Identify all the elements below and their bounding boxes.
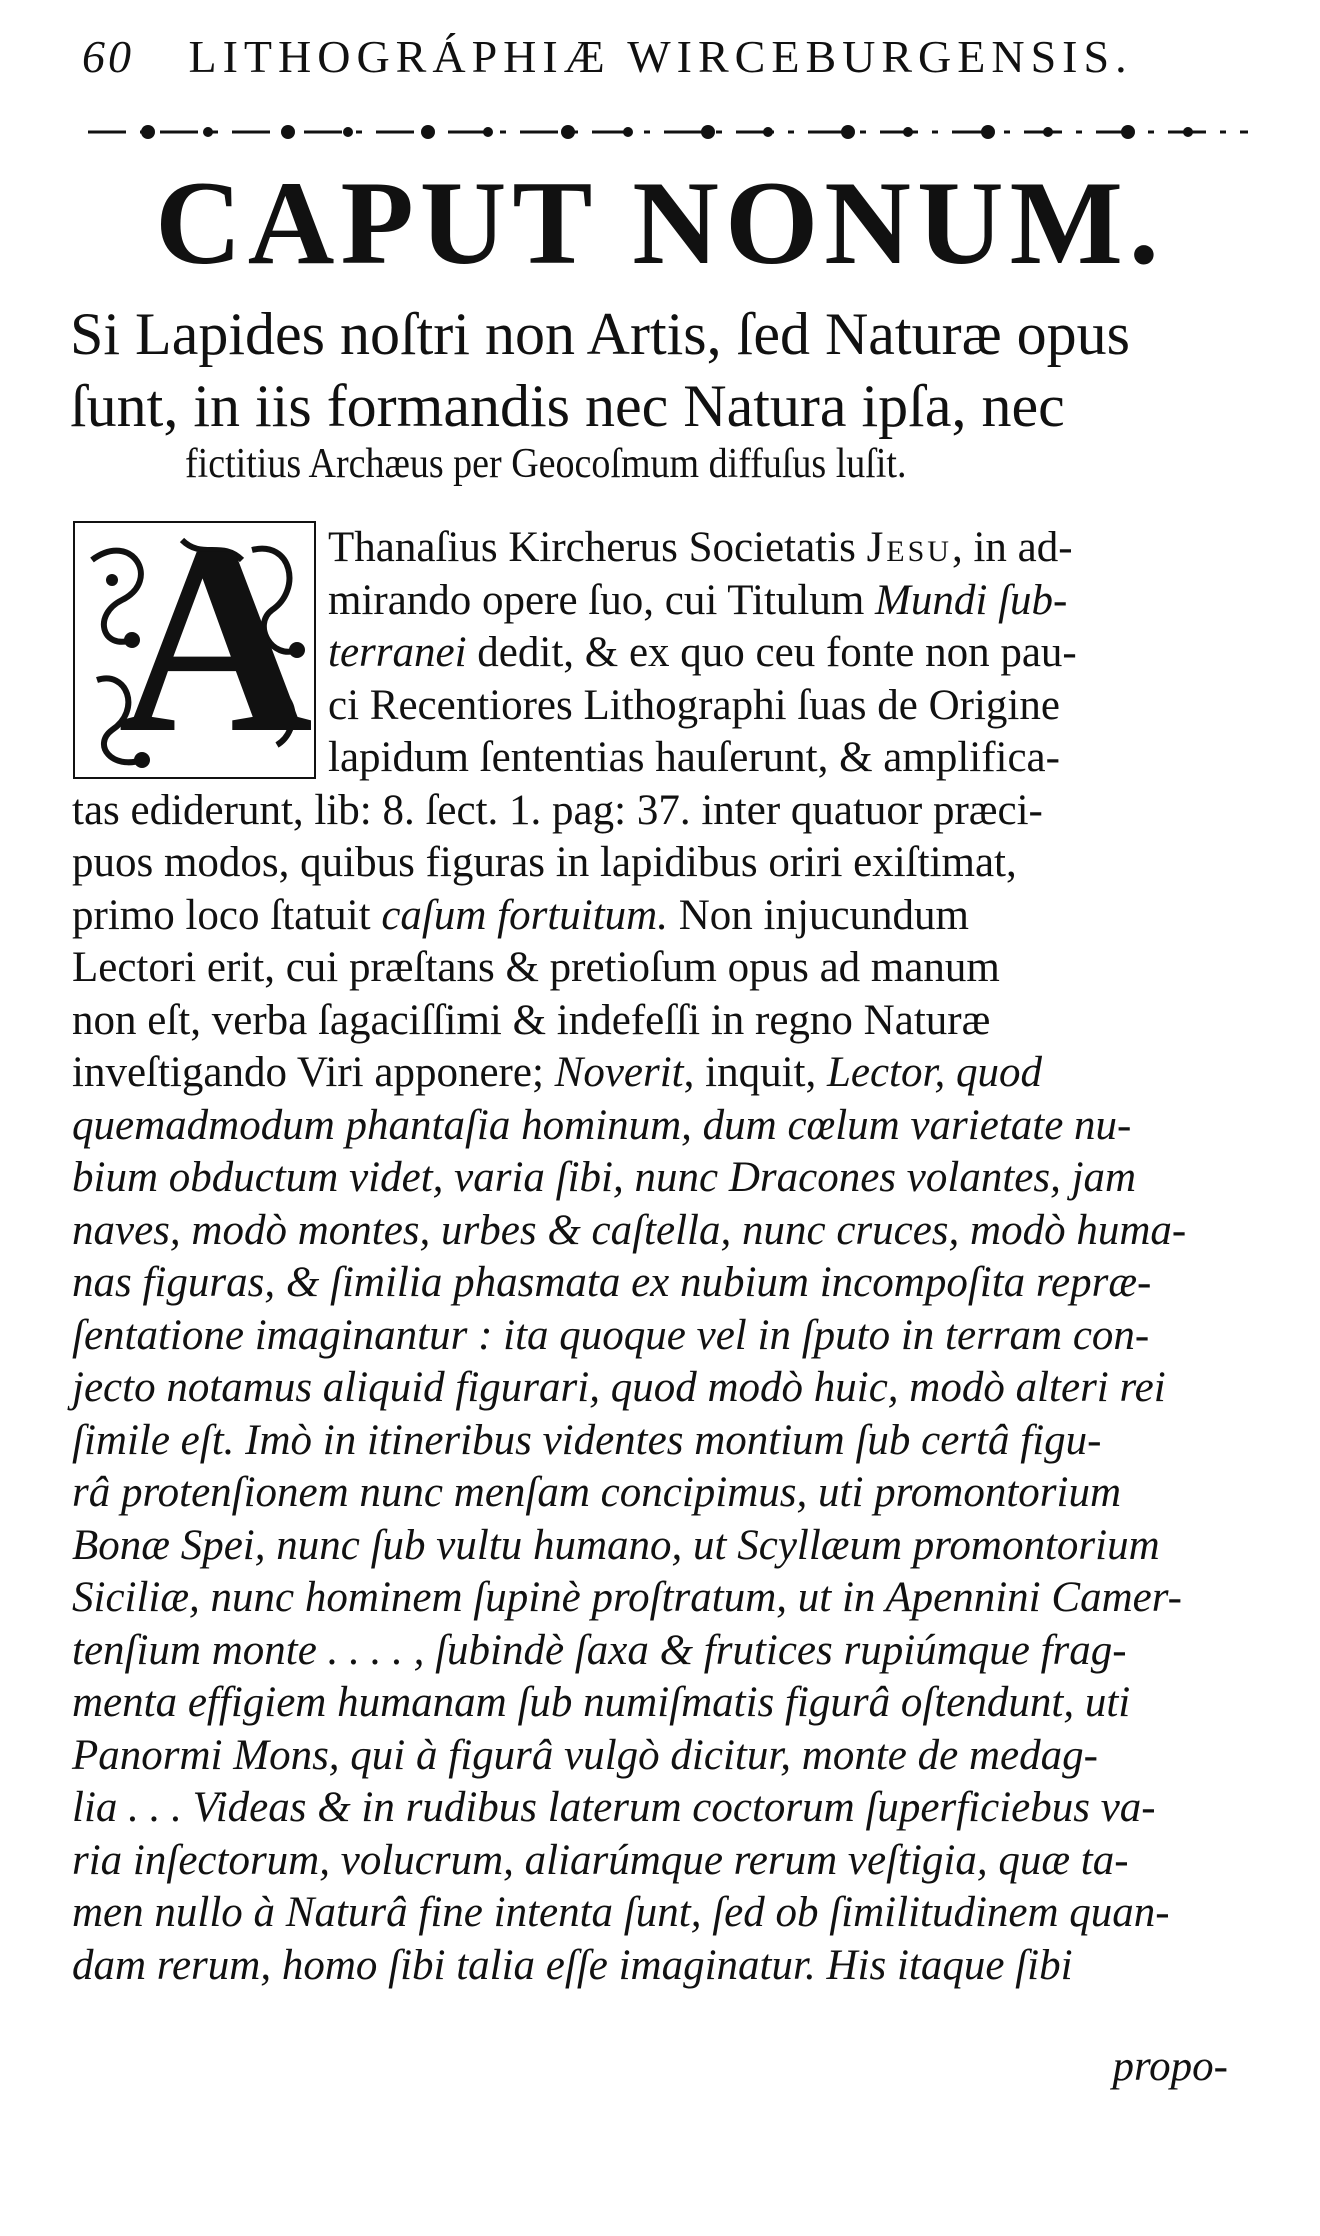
text-run: ria inſectorum, volucrum, aliarúmque rerum veſtigia, quæ ta- bbox=[72, 1836, 1129, 1884]
text-run: jecto notamus aliquid figurari, quod modò huic, modò alteri rei bbox=[72, 1364, 1166, 1411]
text-run: men nullo à Naturâ fine intenta ſunt, ſed ob ſimilitudinem quan- bbox=[72, 1889, 1170, 1936]
text-run: menta effigiem humanam ſub numiſmatis figurâ oſtendunt, uti bbox=[72, 1679, 1131, 1726]
page-number: 60 bbox=[82, 31, 134, 82]
text-line bbox=[72, 942, 1000, 994]
text-run: mirando opere ſuo, cui Titulum bbox=[328, 576, 876, 624]
text-line bbox=[72, 1572, 1182, 1624]
text-run: inveſtigando Viri apponere; bbox=[72, 1049, 555, 1096]
text-run: ci Recentiores Lithographi ſuas de Origine bbox=[328, 681, 1060, 729]
text-run: quemadmodum phantaſia hominum, dum cœlum varietate nu- bbox=[72, 1101, 1132, 1149]
text-line bbox=[72, 1940, 1073, 1992]
text-run: dam rerum, homo ſibi talia eſſe imaginatur. His itaque ſibi bbox=[72, 1941, 1073, 1989]
text-line bbox=[72, 1415, 1101, 1467]
text-line bbox=[72, 1520, 1160, 1572]
text-run: primo loco ſtatuit bbox=[72, 891, 382, 939]
chapter-subtitle-line: Si Lapides noſtri non Artis, ſed Naturæ opus bbox=[70, 301, 1130, 367]
text-run: Non injucundum bbox=[668, 891, 969, 939]
text-line bbox=[72, 1730, 1098, 1782]
text-line bbox=[328, 575, 1067, 627]
ornamental-rule bbox=[88, 112, 1248, 152]
text-run: Thanaſius Kircherus Societatis bbox=[328, 524, 867, 571]
text-run: caſum fortuitum. bbox=[381, 891, 668, 939]
text-line bbox=[72, 1310, 1149, 1362]
text-run: Siciliæ, nunc hominem ſupinè proſtratum, ut in Apennini Camer- bbox=[72, 1574, 1182, 1621]
text-run: , in ad- bbox=[951, 524, 1073, 571]
text-line bbox=[72, 1257, 1151, 1309]
text-run: râ protenſionem nunc menſam concipimus, uti promontorium bbox=[72, 1469, 1122, 1516]
text-run: ſentatione imaginantur : ita quoque vel in ſputo in terram con- bbox=[72, 1311, 1150, 1359]
text-line bbox=[328, 680, 1060, 732]
text-line bbox=[72, 1887, 1170, 1939]
text-line bbox=[72, 1782, 1156, 1834]
text-run: bium obductum videt, varia ſibi, nunc Dracones volantes, jam bbox=[72, 1154, 1137, 1201]
catchword: propo- bbox=[1112, 2043, 1228, 2090]
text-line bbox=[72, 1362, 1166, 1414]
text-line bbox=[72, 890, 969, 942]
chapter-title: CAPUT NONUM. bbox=[155, 156, 1165, 289]
chapter-subtitle-line: fictitius Archæus per Geocoſmum diffuſus luſit. bbox=[185, 441, 907, 487]
running-head bbox=[82, 30, 1262, 83]
text-run: tas ediderunt, lib: 8. ſect. 1. pag: 37. inter quatuor præci- bbox=[72, 786, 1043, 834]
text-run: , inquit, bbox=[683, 1049, 827, 1096]
text-line bbox=[328, 627, 1077, 679]
text-run: nas figuras, & ſimilia phasmata ex nubium incompoſita repræ- bbox=[72, 1259, 1152, 1306]
chapter-subtitle-line: ſunt, in iis formandis nec Natura ipſa, nec bbox=[70, 373, 1065, 439]
text-line bbox=[72, 785, 1043, 837]
text-line bbox=[328, 732, 1060, 784]
text-run: Jesu bbox=[866, 524, 952, 571]
text-run: Lectori erit, cui præſtans & pretioſum opus ad manum bbox=[72, 944, 1000, 991]
text-run: lia . . . Videas & in rudibus laterum coctorum ſuperficiebus va- bbox=[72, 1784, 1156, 1831]
text-run: ſimile eſt. Imò in itineribus videntes montium ſub certâ figu- bbox=[72, 1416, 1102, 1464]
text-line bbox=[328, 522, 1073, 574]
text-line bbox=[72, 1100, 1131, 1152]
text-line bbox=[72, 1205, 1186, 1257]
text-run: Lector, quod bbox=[826, 1049, 1042, 1096]
text-run: non eſt, verba ſagaciſſimi & indefeſſi in regno Naturæ bbox=[72, 996, 991, 1044]
text-run: Mundi ſub- bbox=[875, 576, 1068, 624]
text-line bbox=[72, 837, 1017, 889]
text-run: naves, modò montes, urbes & caſtella, nunc cruces, modò huma- bbox=[72, 1206, 1187, 1254]
text-run: Noverit bbox=[554, 1049, 684, 1096]
text-run: terranei bbox=[328, 629, 467, 676]
running-title: LITHOGRÁPHIÆ WIRCEBURGENSIS. bbox=[188, 31, 1133, 82]
text-run: lapidum ſententias hauſerunt, & amplifica- bbox=[328, 734, 1060, 781]
text-line bbox=[72, 1625, 1127, 1677]
text-line bbox=[72, 1467, 1121, 1519]
text-line bbox=[72, 1677, 1130, 1729]
text-run: puos modos, quibus figuras in lapidibus oriri exiſtimat, bbox=[72, 839, 1017, 886]
text-run: tenſium monte . . . . , ſubindè ſaxa & frutices rupiúmque frag- bbox=[72, 1626, 1127, 1674]
text-run: Panormi Mons, qui à figurâ vulgò dicitur, monte de medag- bbox=[72, 1731, 1098, 1779]
text-line bbox=[72, 1152, 1136, 1204]
drop-cap-letter: A bbox=[118, 490, 313, 789]
text-run: Bonæ Spei, nunc ſub vultu humano, ut Scyllæum promontorium bbox=[72, 1521, 1160, 1569]
text-run: dedit, & ex quo ceu fonte non pau- bbox=[466, 629, 1077, 676]
text-line bbox=[72, 1835, 1129, 1887]
text-line bbox=[72, 995, 990, 1047]
text-line bbox=[72, 1047, 1042, 1099]
